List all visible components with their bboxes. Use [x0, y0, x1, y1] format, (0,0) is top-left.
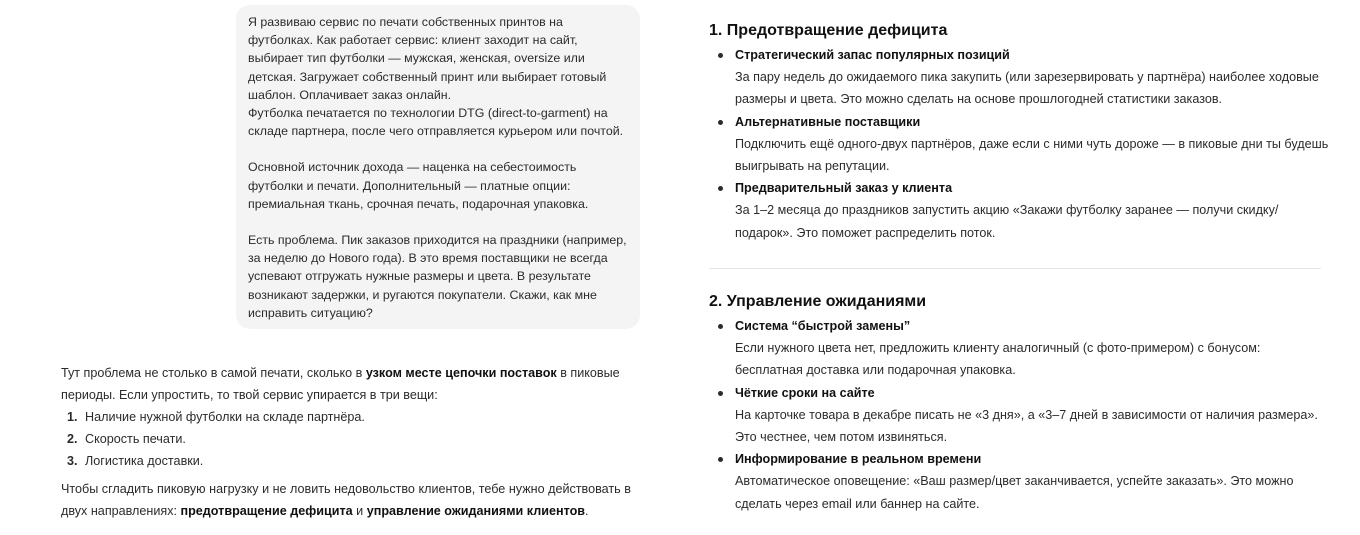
list-item: 2. Скорость печати.	[67, 432, 186, 446]
user-message-paragraph: Футболка печатается по технологии DTG (direct-to-garment) на складе партнера, после чего отправляется курьером или почтой.	[248, 106, 624, 139]
list-item: Предварительный заказ у клиента За 1–2 месяца до праздников запустить акцию «Закажи футболку заранее — получи скидку/подарок». Это поможет распределить поток.	[709, 177, 1329, 244]
list-item: Стратегический запас популярных позиций За пару недель до ожидаемого пика закупить (или зарезервировать у партнёра) наиболее ходовые размеры и цвета. Это можно сделать на основе прошлогодней статистики заказов.	[709, 44, 1329, 111]
bullet-list	[709, 44, 1329, 244]
assistant-answer-intro	[61, 362, 651, 522]
user-message-paragraph: Я развиваю сервис по печати собственных принтов на футболках. Как работает сервис: клиент заходит на сайт, выбирает тип футболки — мужская, женская, oversize или детская. Загружает собственный принт или выбирает готовый шаблон. Оплачивает заказ онлайн.	[248, 15, 607, 102]
section-prevent-shortage	[709, 20, 1329, 244]
list-item: 3. Логистика доставки.	[67, 454, 204, 468]
bullet-icon	[718, 120, 723, 125]
bullet-icon	[718, 457, 723, 462]
list-item: Система “быстрой замены” Если нужного цвета нет, предложить клиенту аналогичный (с фото-примером) с бонусом: бесплатная доставка или подарочная упаковка.	[709, 315, 1329, 382]
list-item: Чёткие сроки на сайте На карточке товара в декабре писать не «3 дня», а «3–7 дней в зависимости от наличия размера». Это честнее, чем потом извиняться.	[709, 382, 1329, 449]
bullet-icon	[718, 186, 723, 191]
user-message-paragraph: Основной источник дохода — наценка на себестоимость футболки и печати. Дополнительный — платные опции: премиальная ткань, срочная печать, подарочная упаковка.	[248, 160, 589, 211]
bullet-icon	[718, 391, 723, 396]
section-divider	[709, 268, 1321, 269]
user-message-paragraph: Есть проблема. Пик заказов приходится на праздники (например, за неделю до Нового года). В это время поставщики не всегда успевают отгружать нужные размеры и цвета. В результате возникают задержки, и ругаются покупатели. Скажи, как мне исправить ситуацию?	[248, 233, 627, 320]
list-item: Информирование в реальном времени Автоматическое оповещение: «Ваш размер/цвет заканчивается, успейте заказать». Это можно сделать через email или баннер на сайте.	[709, 448, 1329, 515]
intro-paragraph: Тут проблема не столько в самой печати, сколько в узком месте цепочки поставок в пиковые периоды. Если упростить, то твой сервис упирается в три вещи:	[61, 366, 620, 402]
list-item: Альтернативные поставщики Подключить ещё одного-двух партнёров, даже если с ними чуть дороже — в пиковые дни ты будешь выигрывать на репутации.	[709, 111, 1329, 178]
section-manage-expectations	[709, 291, 1329, 515]
section-title: 1. Предотвращение дефицита	[709, 22, 948, 39]
bullet-icon	[718, 53, 723, 58]
outro-paragraph: Чтобы сгладить пиковую нагрузку и не ловить недовольство клиентов, тебе нужно действовать в двух направлениях: предотвращение дефицита и управление ожиданиями клиентов.	[61, 482, 631, 518]
user-message-bubble	[236, 5, 640, 329]
bullet-icon	[718, 324, 723, 329]
list-item: 1. Наличие нужной футболки на складе партнёра.	[67, 410, 365, 424]
bullet-list	[709, 315, 1329, 515]
section-title: 2. Управление ожиданиями	[709, 293, 927, 310]
numbered-list	[61, 406, 651, 472]
bottleneck-emphasis: узком месте цепочки поставок	[365, 366, 557, 380]
